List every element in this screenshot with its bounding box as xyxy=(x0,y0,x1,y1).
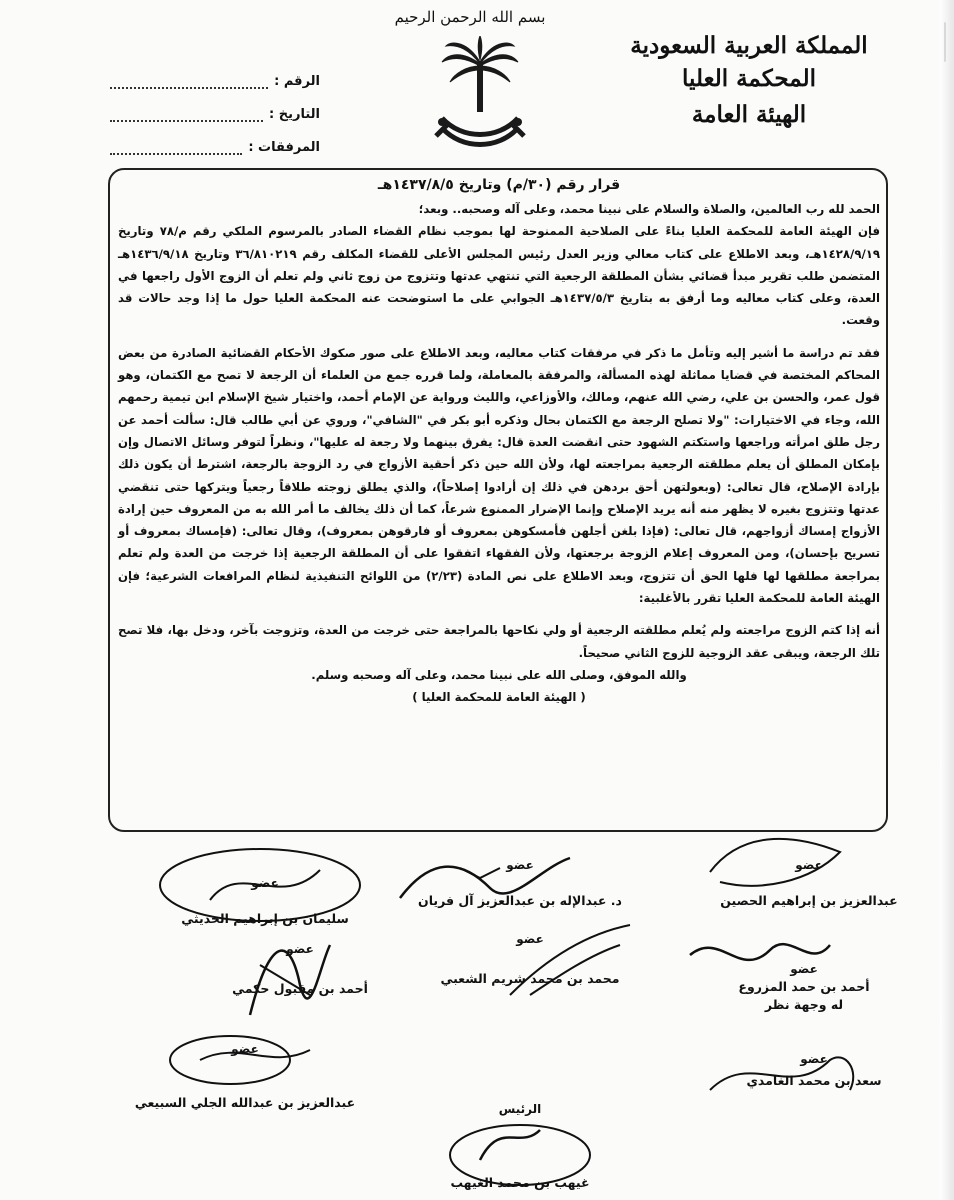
signatory-4-name: أحمد بن حمد المزروع xyxy=(738,979,870,994)
attachments-field xyxy=(110,122,320,155)
president-role: الرئيس xyxy=(498,1102,542,1116)
signatory-1-role: عضو xyxy=(795,858,823,872)
reasoning-paragraph: فقد تم دراسة ما أشير إليه وتأمل ما ذكر في مرفقات كتاب معاليه، وبعد الاطلاع على صور صكوك الأحكام القضائية الصادرة من بعض المحاكم المختصة في قضايا مماثلة لهذه المسألة، والمرفقة بالمعاملة، ولما قرره جمع من العلماء أن الرجعة لا تصح مع الكتمان، وهو قول عمر، والحسن بن علي، رضي الله عنهم، ومالك، والأوزاعي، والليث ورواية عن الإمام أحمد، واختيار شيخ الإسلام ابن تيمية رحمهم الله، وجاء في الاختيارات: "ولا تصلح الرجعة مع الكتمان بحال وذكره أبو بكر في "الشافي"، وروي عن أبي طالب قال: سألت أحمد عن رجل طلق امرأته وراجعها واستكتم الشهود حتى انقضت العدة قال: يفرق بينهما ولا رجعة له عليها"، ونظراً لتوفر وسائل الاتصال وإن بإمكان المطلق أن يعلم مطلقته الرجعية بمراجعته لها، ولأن الله حين ذكر أحقية الأزواج في رد الزوجة بالرجعة، اشترط أن يكون ذلك بإرادة الإصلاح، قال تعالى: (وبعولتهن أحق بردهن في ذلك إن أرادوا إصلاحاً)، والذي يطلق زوجته طلاقاً رجعياً ويتركها حتى تنقضي عدتها وتتزوج بغيره لا يظهر منه أنه يريد الإصلاح وإنما الإضرار الممنوع شرعاً، كما أن ذلك يخالف ما أمر الله به من المعروف حين إرادة الأزواج إمساك أزواجهم، قال تعالى: (فإذا بلغن أجلهن فأمسكوهن بمعروف أو فارقوهن بمعروف)، وقال تعالى: (فإمساك بمعروف أو تسريح بإحسان)، ومن المعروف إعلام الزوجة برجعتها، ولأن الفقهاء اتفقوا على أن المطلقة الرجعية إذا خرجت من العدة ولم تعلم بمراجعة مطلقها لها فلها الحق أن تتزوج، وبعد الاطلاع على نص المادة (٢/٢٣) من اللوائح التنفيذية لنظام المرافعات الشرعية؛ فإن الهيئة العامة للمحكمة العليا تقرر بالأغلبية: xyxy=(118,345,880,606)
attachments-label: المرفقات : xyxy=(248,140,320,155)
opening-paragraph: الحمد لله رب العالمين، والصلاة والسلام على نبينا محمد، وعلى آله وصحبه.. وبعد؛ xyxy=(418,202,880,216)
date-field xyxy=(110,89,320,122)
signatory-6 xyxy=(200,940,400,998)
letterhead-authority: الهيئة العامة xyxy=(691,101,807,128)
signatory-6-name: أحمد بن مقبول حكمي xyxy=(232,981,368,996)
president-signatory xyxy=(400,1100,640,1192)
number-label: الرقم : xyxy=(274,74,320,89)
signatory-2-role: عضو xyxy=(506,858,534,872)
signatory-1-name: عبدالعزيز بن إبراهيم الحصين xyxy=(720,893,898,908)
decision-body xyxy=(118,172,880,709)
ruling-paragraph: أنه إذا كتم الزوج مراجعته ولم يُعلم مطلقته الرجعية أو ولي نكاحها بالمراجعة حتى خرجت من العدة، وتزوجت بآخر، ودخل بها، فلا تصح تلك الرجعة، ويبقى عقد الزوجية للزوج الثاني صحيحاً. xyxy=(118,623,880,660)
letterhead xyxy=(614,30,884,134)
signatory-5-name: محمد بن محمد شريم الشعبي xyxy=(440,971,620,986)
signatory-5 xyxy=(420,930,640,988)
date-dotted-line xyxy=(110,110,263,122)
screen-edge xyxy=(940,0,954,1200)
issuing-body: ( الهيئة العامة للمحكمة العليا ) xyxy=(412,690,586,705)
signatory-1 xyxy=(694,856,924,910)
basmala-header: بسم الله الرحمن الرحيم xyxy=(394,8,546,26)
closing-prayer: والله الموفق، وصلى الله على نبينا محمد، وعلى آله وصحبه وسلم. xyxy=(311,667,687,682)
signatory-2-name: د. عبدالإله بن عبدالعزيز آل فريان xyxy=(418,893,622,908)
letterhead-court: المحكمة العليا xyxy=(682,65,816,92)
authority-paragraph: فإن الهيئة العامة للمحكمة العليا بناءً على الصلاحية الممنوحة لها بموجب نظام القضاء الصادر بالمرسوم الملكي رقم م/٧٨ وتاريخ ١٤٢٨/٩/١٩هـ، وبعد الاطلاع على كتاب معالي وزير العدل رئيس المجلس الأعلى للقضاء المكلف رقم ٣٦/٨١٠٢١٩ وتاريخ ١٤٣٦/٩/١٨هـ المتضمن طلب تقرير مبدأ قضائي بشأن المطلقة الرجعية التي تنتهي عدتها وتتزوج من زوج ثاني ولم تعلم أن الزوج الأول راجعها في العدة، وعلى كتاب معاليه وما أرفق به بتاريخ ١٤٣٧/٥/٣هـ الجوابي على ما استوضحت عنه المحكمة العليا حول ما إذا وجد حالات قد وقعت. xyxy=(118,224,880,328)
signatory-2 xyxy=(400,856,640,910)
saudi-emblem-icon xyxy=(432,36,528,154)
signatory-5-role: عضو xyxy=(516,932,544,946)
letterhead-country: المملكة العربية السعودية xyxy=(630,32,868,59)
signatory-4 xyxy=(694,960,914,1014)
signatory-3-role: عضو xyxy=(251,876,279,890)
signatory-7 xyxy=(714,1050,914,1090)
date-label: التاريخ : xyxy=(269,107,320,122)
signatory-4-note: له وجهة نظر xyxy=(764,997,844,1012)
signatory-8-role: عضو xyxy=(231,1042,259,1056)
signatory-4-role: عضو xyxy=(790,962,818,976)
number-dotted-line xyxy=(110,77,268,89)
scroll-indicator xyxy=(944,22,946,62)
signatory-7-role: عضو xyxy=(800,1052,828,1066)
reference-fields xyxy=(110,56,320,155)
signatory-8-name: عبدالعزيز بن عبدالله الجلي السبيعي xyxy=(134,1095,356,1110)
decision-title: قرار رقم (٣٠/م) وتاريخ ١٤٣٧/٨/٥هـ xyxy=(377,177,621,193)
president-name: غيهب بن محمد الغيهب xyxy=(450,1175,590,1190)
signatory-8 xyxy=(120,1040,370,1112)
signatory-6-role: عضو xyxy=(286,942,314,956)
signatory-3-name: سليمان بن إبراهيم الحديثي xyxy=(181,911,349,926)
number-field xyxy=(110,56,320,89)
signatory-3 xyxy=(150,874,380,928)
attachments-dotted-line xyxy=(110,143,242,155)
signatory-7-name: سعد بن محمد الغامدي xyxy=(746,1073,882,1088)
